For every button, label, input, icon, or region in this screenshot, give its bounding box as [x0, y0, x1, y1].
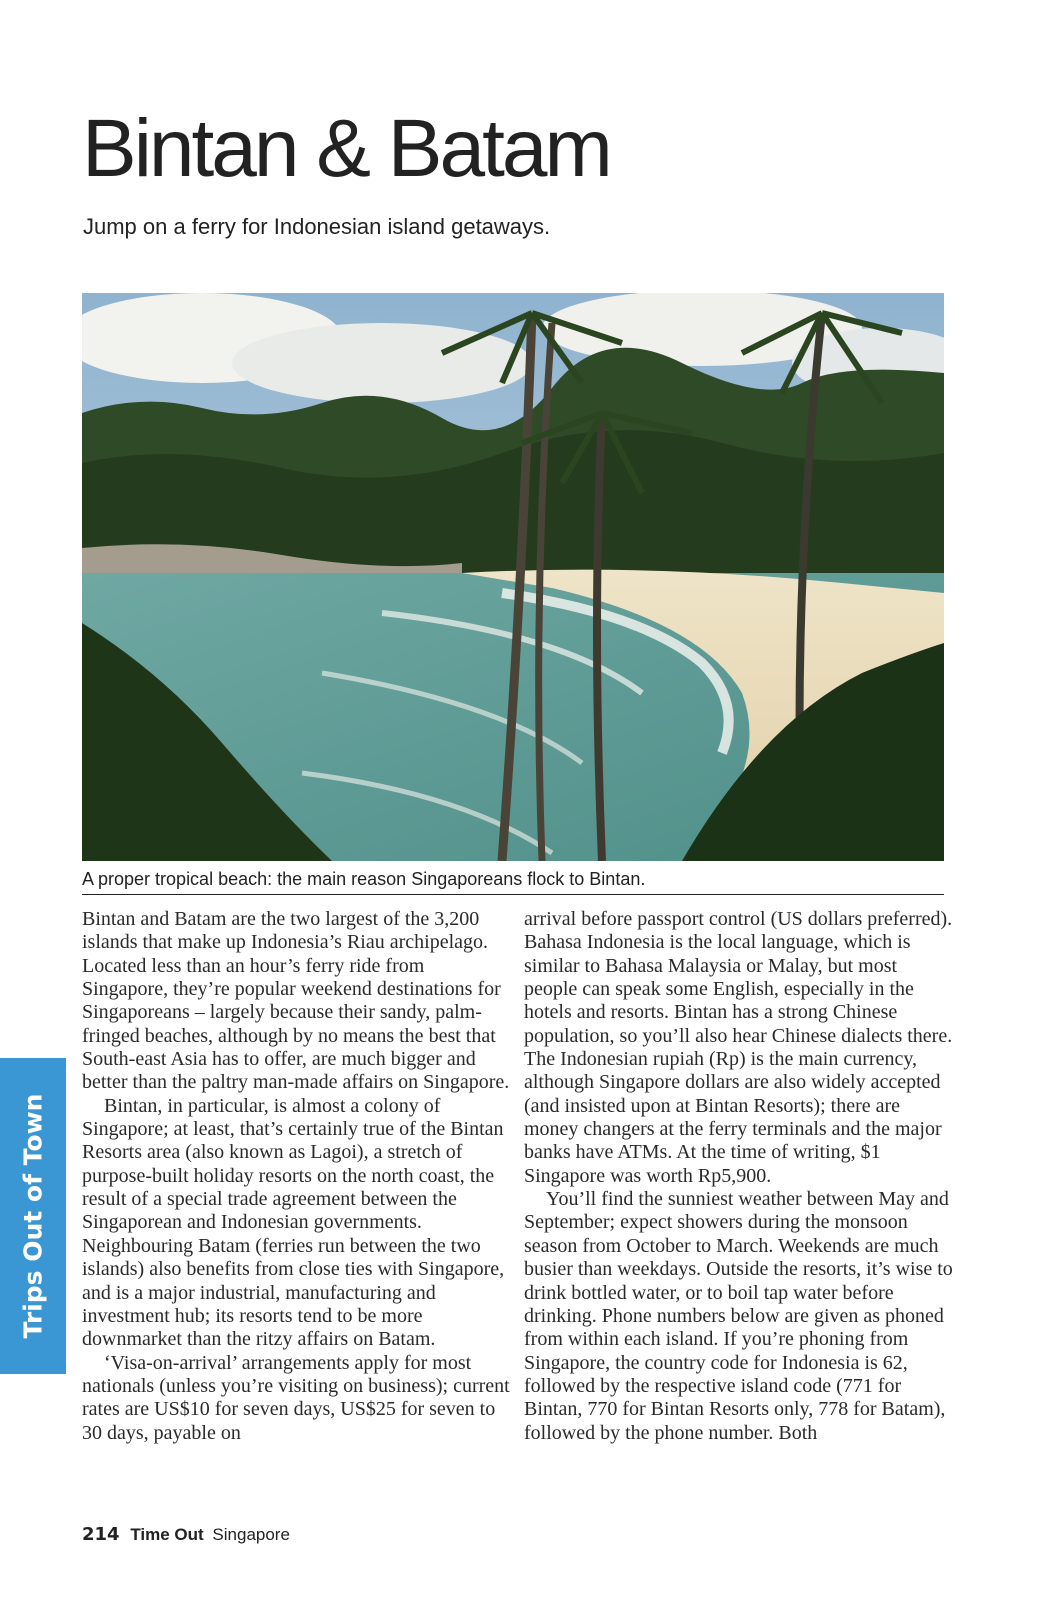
- page-footer: [82, 1524, 290, 1545]
- section-tab-label: Trips Out of Town: [18, 1093, 48, 1339]
- paragraph: ‘Visa-on-arrival’ arrangements apply for most nationals (unless you’re visiting on business); current rates are US$10 for seven days, US$25 for seven to 30 days, payable on: [82, 1351, 510, 1444]
- brand-name: Time Out: [130, 1525, 204, 1544]
- paragraph: Bintan, in particular, is almost a colony of Singapore; at least, that’s certainly true of the Bintan Resorts area (also known as Lagoi), a stretch of purpose-built holiday resorts on the north coast, the result of a special trade agreement between the Singaporean and Indonesian governments. Neighbouring Batam (ferries run between the two islands) also benefits from close ties with Singapore, and is a major industrial, manufacturing and investment hub; its resorts tend to be more downmarket than the ritzy affairs on Batam.: [82, 1094, 505, 1351]
- page-title: Bintan & Batam: [82, 103, 610, 194]
- paragraph: Bintan and Batam are the two largest of the 3,200 islands that make up Indonesia’s Riau archipelago. Located less than an hour’s ferry ride from Singapore, they’re popular weekend destinations for Singaporeans – largely because their sandy, palm-fringed beaches, although by no means the best that South-east Asia has to offer, are much bigger and better than the paltry man-made affairs on Singapore.: [82, 908, 510, 1094]
- publication-name: Singapore: [212, 1525, 290, 1544]
- page-subtitle: Jump on a ferry for Indonesian island getaways.: [83, 214, 551, 239]
- page-number: 214: [82, 1524, 120, 1545]
- paragraph: arrival before passport control (US dollars preferred). Bahasa Indonesia is the local language, which is similar to Bahasa Malaysia or Malay, but most people can speak some English, especially in the hotels and resorts. Bintan has a strong Chinese population, so you’ll also hear Chinese dialects there. The Indonesian rupiah (Rp) is the main currency, although Singapore dollars are also widely accepted (and insisted upon at Bintan Resorts); there are money changers at the ferry terminals and the major banks have ATMs. At the time of writing, $1 Singapore was worth Rp5,900.: [524, 908, 953, 1187]
- beach-photo: [82, 293, 944, 861]
- paragraph: You’ll find the sunniest weather between May and September; expect showers during the monsoon season from October to March. Weekends are much busier than weekdays. Outside the resorts, it’s wise to drink bottled water, or to boil tap water before drinking. Phone numbers below are given as phoned from within each island. If you’re phoning from Singapore, the country code for Indonesia is 62, followed by the respective island code (771 for Bintan, 770 for Bintan Resorts only, 778 for Batam), followed by the phone number. Both: [524, 1188, 953, 1444]
- body-column-right: [524, 908, 954, 1445]
- photo-caption: A proper tropical beach: the main reason Singaporeans flock to Bintan.: [82, 869, 944, 895]
- body-column-left: [82, 908, 512, 1445]
- section-tab: [0, 1058, 66, 1374]
